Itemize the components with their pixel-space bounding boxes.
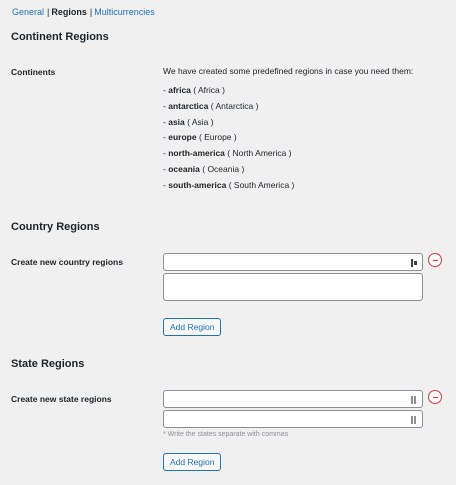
region-name: ( South America ) [228, 179, 295, 190]
password-manager-icon[interactable] [411, 416, 417, 424]
remove-circle-icon[interactable] [428, 253, 442, 267]
list-bullet: - [163, 179, 166, 190]
password-manager-icon[interactable] [411, 396, 417, 404]
country-region-name-input[interactable] [163, 253, 423, 271]
password-manager-icon[interactable] [411, 259, 417, 267]
continent-regions-heading: Continent Regions [11, 31, 109, 43]
region-key: antarctica [168, 100, 209, 111]
list-item [163, 131, 294, 147]
list-item [163, 147, 294, 163]
add-country-region-button[interactable]: Add Region [163, 318, 221, 336]
region-key: asia [168, 116, 185, 127]
region-key: oceania [168, 163, 200, 174]
region-name: ( Europe ) [198, 132, 237, 143]
list-item [163, 100, 294, 116]
country-regions-label: Create new country regions [11, 257, 123, 267]
continents-label: Continents [11, 67, 56, 77]
state-regions-heading: State Regions [11, 358, 85, 370]
tab-general[interactable]: General [12, 7, 45, 17]
section-tabs [12, 6, 155, 18]
region-name: ( Oceania ) [202, 163, 245, 174]
region-key: north-america [168, 148, 225, 159]
remove-circle-icon[interactable] [428, 390, 442, 404]
list-item [163, 84, 294, 100]
country-region-countries-input[interactable] [163, 273, 423, 301]
tab-regions[interactable]: Regions [51, 7, 87, 17]
list-bullet: - [163, 163, 166, 174]
list-bullet: - [163, 132, 166, 143]
list-bullet: - [163, 85, 166, 95]
tab-separator: | [89, 7, 93, 17]
state-region-name-input[interactable] [163, 390, 423, 408]
continent-list [163, 84, 294, 195]
list-bullet: - [163, 148, 166, 159]
list-bullet: - [163, 100, 166, 111]
list-item [163, 179, 294, 195]
list-bullet: - [163, 116, 166, 127]
state-regions-label: Create new state regions [11, 394, 112, 404]
region-name: ( North America ) [227, 148, 292, 159]
tab-multicurrencies[interactable]: Multicurrencies [94, 7, 155, 17]
tab-separator: | [47, 7, 50, 17]
list-item [163, 163, 294, 179]
region-key: south-america [168, 179, 227, 190]
region-key: africa [168, 85, 191, 95]
list-item [163, 116, 294, 132]
continents-intro: We have created some predefined regions in case you need them: [163, 66, 414, 76]
country-regions-heading: Country Regions [11, 221, 100, 233]
region-name: ( Asia ) [187, 116, 214, 127]
region-key: europe [168, 132, 197, 143]
region-name: ( Africa ) [193, 85, 225, 95]
states-hint: * Write the states separate with commas [163, 431, 289, 438]
state-region-states-input[interactable] [163, 410, 423, 428]
add-state-region-button[interactable]: Add Region [163, 453, 221, 471]
region-name: ( Antarctica ) [210, 100, 259, 111]
